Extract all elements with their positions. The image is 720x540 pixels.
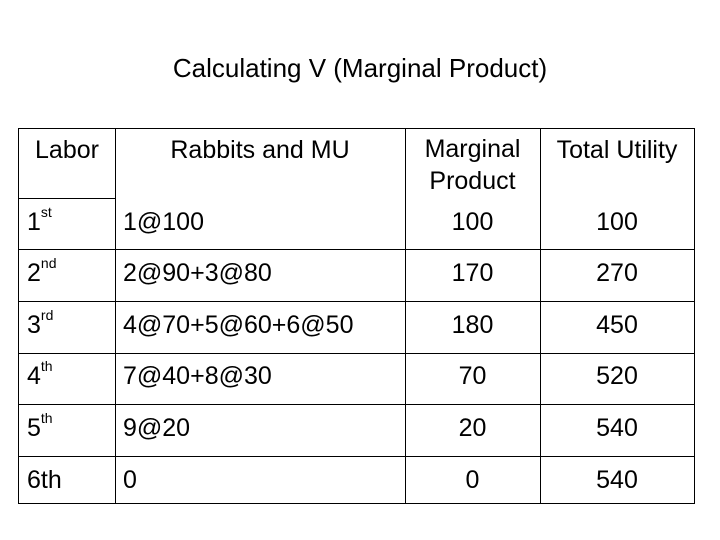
labor-ordinal-suffix: st	[40, 203, 52, 220]
rabbits-cell: 9@20	[123, 414, 191, 442]
rabbits-cell: 4@70+5@60+6@50	[123, 311, 354, 339]
labor-cell	[27, 409, 53, 443]
total-cell: 520	[596, 362, 638, 390]
labor-ordinal-suffix: rd	[40, 306, 54, 323]
header-labor: Labor	[35, 136, 99, 164]
header-marginal-line1: Marginal	[424, 135, 521, 163]
row-divider	[19, 456, 694, 457]
labor-number: 1	[27, 208, 41, 236]
labor-cell	[27, 306, 54, 340]
row-divider	[19, 353, 694, 354]
header-marginal-line2: Product	[429, 167, 516, 195]
total-cell: 270	[596, 259, 638, 287]
total-cell: 100	[596, 208, 638, 236]
labor-cell	[27, 357, 53, 391]
labor-ordinal-suffix: nd	[40, 254, 57, 271]
header-marginal-product	[405, 133, 540, 197]
marginal-cell: 0	[465, 466, 480, 494]
labor-cell	[27, 203, 52, 237]
column-divider	[115, 129, 116, 503]
marginal-cell: 100	[451, 208, 494, 236]
row-divider	[19, 198, 115, 199]
slide-title: Calculating V (Marginal Product)	[172, 53, 548, 83]
labor-ordinal-suffix: th	[40, 357, 53, 374]
total-cell: 540	[596, 414, 638, 442]
labor-number: 4	[27, 362, 41, 390]
marginal-cell: 170	[451, 259, 494, 287]
row-divider	[19, 404, 694, 405]
marginal-cell: 20	[458, 414, 487, 442]
total-cell: 450	[596, 311, 638, 339]
marginal-product-table	[18, 128, 695, 504]
rabbits-cell: 7@40+8@30	[123, 362, 272, 390]
rabbits-cell: 2@90+3@80	[123, 259, 272, 287]
labor-number: 2	[27, 259, 41, 287]
labor-number: 5	[27, 414, 41, 442]
labor-number: 3	[27, 311, 41, 339]
rabbits-cell: 0	[123, 466, 137, 494]
header-total-utility: Total Utility	[556, 136, 678, 164]
row-divider	[19, 249, 694, 250]
row-divider	[19, 301, 694, 302]
labor-ordinal-suffix: th	[40, 409, 53, 426]
labor-cell	[27, 465, 62, 495]
labor-number: 6th	[27, 466, 62, 494]
header-rabbits-mu: Rabbits and MU	[170, 136, 350, 164]
rabbits-cell: 1@100	[123, 208, 204, 236]
marginal-cell: 70	[458, 362, 487, 390]
labor-cell	[27, 254, 57, 288]
total-cell: 540	[596, 466, 638, 494]
marginal-cell: 180	[451, 311, 494, 339]
